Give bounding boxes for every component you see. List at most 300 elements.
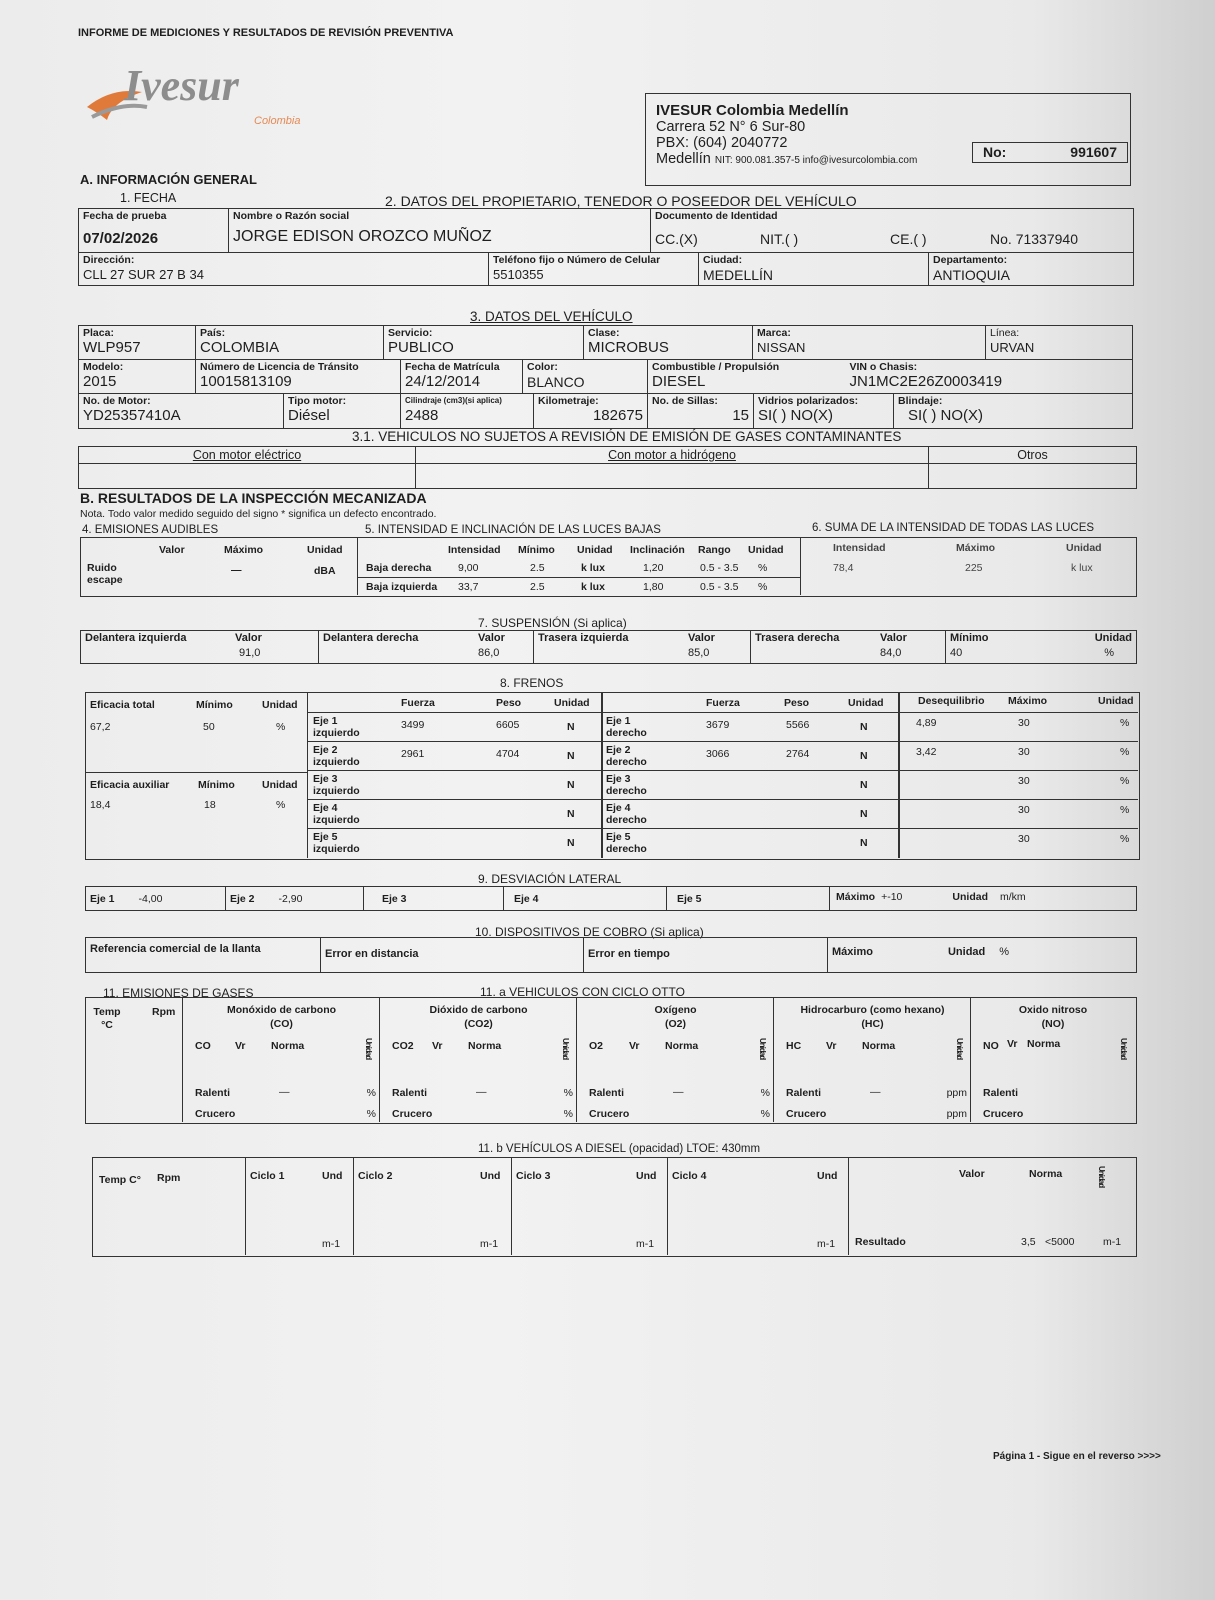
low-beam-lights [358, 538, 801, 595]
crucero-unit: % [366, 1108, 376, 1120]
maximo: 30 [1018, 804, 1030, 816]
gas-title: Oxido nitroso [1018, 1004, 1088, 1016]
color-cell [523, 360, 648, 394]
blindaje-value: SI( ) NO(X) [908, 407, 983, 424]
cilindraje-cell [401, 394, 534, 429]
unidad-izq: N [567, 837, 575, 849]
company-name: IVESUR Colombia Medellín [656, 102, 849, 119]
vehicle-vin-label: VIN o Chasis: [849, 361, 918, 373]
tipo-motor-value: Diésel [288, 407, 330, 424]
gas-title: Monóxido de carbono [226, 1004, 337, 1016]
crucero-unit: % [760, 1108, 770, 1120]
unidad-pct: % [1120, 833, 1130, 845]
ciudad-cell [699, 253, 929, 286]
h-desequilibrio: Desequilibrio [918, 695, 985, 707]
und-label: Und [636, 1170, 657, 1182]
ralenti-label: Ralenti [983, 1087, 1019, 1099]
unidad-der: N [860, 721, 868, 733]
rpm-label: Rpm [157, 1172, 181, 1184]
norma-label: Norma [862, 1040, 896, 1052]
vehicle-table-row2 [78, 359, 1133, 394]
report-number [972, 142, 1128, 163]
crucero-unit: ppm [946, 1108, 967, 1120]
crucero-label: Crucero [589, 1108, 630, 1120]
lateral-table [85, 886, 1137, 911]
owner-tel-label: Teléfono fijo o Número de Celular [493, 254, 661, 266]
cobro-max-unit [828, 938, 1137, 973]
resultado-valor: 3,5 [1021, 1236, 1036, 1248]
note: Nota. Todo valor medido seguido del signo * significa un defecto encontrado. [80, 508, 437, 520]
section-31-title: 3.1. VEHICULOS NO SUJETOS A REVISIÓN DE EMISIÓN DE GASES CONTAMINANTES [352, 429, 902, 444]
vehicle-licencia-label: Número de Licencia de Tránsito [200, 361, 359, 373]
owner-dir-label: Dirección: [83, 254, 135, 266]
light-row-izquierda [358, 579, 801, 595]
section-10-title: 10. DISPOSITIVOS DE COBRO (Si aplica) [475, 925, 704, 939]
lateral-eje-1 [86, 887, 226, 911]
gas-code: NO [983, 1040, 999, 1052]
vehicle-servicio-label: Servicio: [388, 327, 433, 339]
brake-row [308, 829, 1138, 858]
h-unidad: Unidad [262, 779, 298, 791]
desequilibrio: 3,42 [916, 746, 937, 758]
gas-column-hc [774, 998, 971, 1122]
h-maximo: Máximo [956, 542, 996, 554]
h-maximo: Máximo [224, 544, 264, 556]
ralenti-unit: ppm [946, 1087, 967, 1099]
h-valor: Valor [959, 1168, 985, 1180]
eficacia-total-value: 67,2 [90, 721, 111, 733]
light-label: Baja derecha [366, 562, 432, 574]
lateral-eje-3 [364, 887, 504, 911]
unidad-label: Unidad [1119, 1038, 1128, 1060]
brake-header [308, 693, 1138, 713]
h-norma: Norma [1029, 1168, 1063, 1180]
modelo-value: 2015 [83, 373, 117, 390]
direccion-value: CLL 27 SUR 27 B 34 [83, 267, 204, 282]
light-min: 2.5 [530, 581, 545, 593]
resultado-unidad: m-1 [1103, 1236, 1122, 1248]
nombre-value: JORGE EDISON OROZCO MUÑOZ [233, 228, 492, 245]
fecha-value: 07/02/2026 [83, 230, 159, 247]
eje-derecho-label: Eje 5 derecho [606, 831, 647, 855]
maximo: 30 [1018, 833, 1030, 845]
h-fuerza-der: Fuerza [706, 697, 740, 709]
eficacia-total-unit: % [276, 721, 286, 733]
ralenti-label: Ralenti [195, 1087, 231, 1099]
gas-symbol: (CO2) [464, 1018, 493, 1030]
value: 85,0 [688, 647, 710, 659]
light-inclination: 1,80 [643, 581, 664, 593]
fuerza-izq: 3499 [401, 719, 425, 731]
lateral-ejes-4-0: Eje 5 [677, 893, 702, 905]
eje-izquierdo-label: Eje 1 izquierdo [313, 715, 360, 739]
vehicle-clase-label: Clase: [588, 327, 620, 339]
audible-emissions [81, 538, 358, 595]
unidad-izq: N [567, 808, 575, 820]
ciclo-3 [511, 1158, 667, 1255]
h-unidad: Unidad [262, 699, 298, 711]
norma-label: Norma [271, 1040, 305, 1052]
ciclo-2 [353, 1158, 511, 1255]
unidad-izq: N [567, 721, 575, 733]
vehicle-table [78, 325, 1133, 360]
gas-code: O2 [589, 1040, 604, 1052]
owner-nombre-label: Nombre o Razón social [233, 210, 350, 222]
clase-cell [584, 326, 753, 360]
h-eficacia-total: Eficacia total [90, 699, 155, 711]
section-b-title: B. RESULTADOS DE LA INSPECCIÓN MECANIZADA [80, 490, 427, 506]
owner-ciudad-label: Ciudad: [703, 254, 743, 266]
ciclo-unit: m-1 [817, 1238, 836, 1250]
gas-column-no [971, 998, 1135, 1122]
h-fuerza-izq: Fuerza [401, 697, 435, 709]
company-city: Medellín [656, 151, 711, 167]
light-intensity: 33,7 [458, 581, 479, 593]
vr-label: Vr [235, 1040, 246, 1052]
lateral-max-label: Máximo [836, 891, 876, 903]
eje-derecho-label: Eje 3 derecho [606, 773, 647, 797]
sum-unit: k lux [1071, 562, 1093, 574]
brake-row [308, 742, 1138, 771]
gas-symbol: (CO) [270, 1018, 293, 1030]
vr-label: Vr [629, 1040, 640, 1052]
vr-label: Vr [826, 1040, 837, 1052]
temp-label: Temp °C [93, 1006, 121, 1031]
unidad-pct: % [1120, 746, 1130, 758]
linea-value: URVAN [990, 340, 1035, 355]
vehicle-tipo-label: Tipo motor: [288, 395, 347, 407]
ralenti-unit: % [563, 1087, 573, 1099]
vehicle-combustible-label: Combustible / Propulsión [652, 361, 780, 373]
sum-max: 225 [965, 562, 983, 574]
und-label: Und [817, 1170, 838, 1182]
value: 84,0 [880, 647, 902, 659]
motor-cell [79, 394, 284, 429]
section-4-title: 4. EMISIONES AUDIBLES [82, 524, 219, 536]
gas-symbol: (HC) [861, 1018, 884, 1030]
h-unidad: Unidad [1097, 1166, 1106, 1188]
light-label: Baja izquierda [366, 581, 438, 593]
susp-unit: % [1104, 647, 1114, 659]
light-row-derecha [358, 558, 801, 578]
gas-code: CO2 [392, 1040, 414, 1052]
cilindraje-value: 2488 [405, 407, 439, 424]
vidrios-value: SI( ) NO(X) [758, 407, 833, 424]
ralenti-value: — [673, 1086, 684, 1098]
norma-label: Norma [468, 1040, 502, 1052]
referencia-llanta: Referencia comercial de la llanta [86, 938, 321, 973]
col-otros: Otros [929, 447, 1137, 464]
susp-items-0-0: Delantera izquierda [85, 632, 187, 644]
linea-cell [986, 326, 1133, 360]
susp-unit-label: Unidad [1094, 632, 1132, 644]
gas-title: Hidrocarburo (como hexano) [800, 1004, 945, 1016]
vehicle-km-label: Kilometraje: [538, 395, 599, 407]
brake-row [308, 713, 1138, 742]
value: 86,0 [478, 647, 500, 659]
section-3-title: 3. DATOS DEL VEHÍCULO [470, 309, 633, 324]
cobro-unit: % [999, 946, 1010, 958]
clase-value: MICROBUS [588, 339, 669, 356]
vin-cell [846, 360, 1133, 394]
unidad-der: N [860, 779, 868, 791]
company-address: Carrera 52 N° 6 Sur-80 [656, 119, 806, 135]
owner-depto-label: Departamento: [933, 254, 1008, 266]
peso-izq: 6605 [496, 719, 520, 731]
h-unidad: Unidad [1066, 542, 1102, 554]
gas-title: Oxígeno [654, 1004, 697, 1016]
susp-valor: Valor [880, 632, 907, 644]
gas-column-co [183, 998, 380, 1122]
susp-del-der [319, 631, 534, 664]
logo-swoosh-icon [82, 62, 327, 134]
h-peso-der: Peso [784, 697, 810, 709]
fuerza-der: 3066 [706, 748, 730, 760]
ralenti-label: Ralenti [786, 1087, 822, 1099]
gas-columns [183, 998, 1135, 1122]
brake-row [308, 800, 1138, 829]
unidad-izq: N [567, 779, 575, 791]
vehicle-vidrios-label: Vidrios polarizados: [758, 395, 859, 407]
lateral-ejes-1-0: Eje 2 [230, 893, 255, 905]
eje-izquierdo-label: Eje 2 izquierdo [313, 744, 360, 768]
vehicle-cil-label: Cilindraje (cm3)(si aplica) [405, 396, 502, 405]
ciudad-value: MEDELLÍN [703, 267, 774, 283]
ciclo-label: Ciclo 3 [516, 1170, 551, 1182]
eje-izquierdo-label: Eje 3 izquierdo [313, 773, 360, 797]
h-rango: Rango [698, 544, 731, 556]
svg-text:Ivesur: Ivesur [124, 62, 239, 110]
company-nit: NIT: 900.081.357-5 info@ivesurcolombia.com [714, 155, 918, 166]
h-unidad: Unidad [1098, 695, 1134, 707]
lateral-ejes-2-0: Eje 3 [382, 893, 407, 905]
departamento-cell [929, 253, 1134, 286]
vehicle-linea-label: Línea: [990, 327, 1020, 339]
h-unidad-izq: Unidad [554, 697, 590, 709]
no-value: 991607 [1070, 144, 1117, 160]
section-8-title: 8. FRENOS [500, 676, 564, 690]
matricula-cell [401, 360, 523, 394]
otros-value [929, 464, 1137, 489]
resultado-norma: <5000 [1045, 1236, 1075, 1248]
light-range: 0.5 - 3.5 [700, 581, 739, 593]
ralenti-value: — [279, 1086, 290, 1098]
kilometraje-value: 182675 [592, 407, 643, 424]
ciclo-label: Ciclo 1 [250, 1170, 285, 1182]
eje-derecho-label: Eje 1 derecho [606, 715, 647, 739]
unidad-pct: % [1120, 717, 1130, 729]
ralenti-label: Ralenti [392, 1087, 428, 1099]
vehicle-color-label: Color: [527, 361, 558, 373]
h-unidad: Unidad [307, 544, 343, 556]
h-minimo: Mínimo [198, 779, 235, 791]
otto-temp-rpm [86, 998, 183, 1122]
suspension-table [80, 630, 1137, 664]
fuerza-der: 3679 [706, 719, 730, 731]
lateral-max: +-10 [881, 891, 903, 903]
light-min: 2.5 [530, 562, 545, 574]
section-2-title: 2. DATOS DEL PROPIETARIO, TENEDOR O POSEEDOR DEL VEHÍCULO [385, 193, 857, 209]
unidad-der: N [860, 750, 868, 762]
departamento-value: ANTIOQUIA [933, 267, 1011, 283]
ciclo-unit: m-1 [480, 1238, 499, 1250]
light-unit: k lux [581, 581, 605, 593]
nombre-cell [229, 209, 651, 253]
light-range-unit: % [758, 562, 768, 574]
eje-derecho-label: Eje 4 derecho [606, 802, 647, 826]
cobro-unit-label: Unidad [947, 946, 986, 958]
light-intensity: 9,00 [458, 562, 479, 574]
unidad-label: Unidad [758, 1038, 767, 1060]
eficacia-auxiliar-unit: % [276, 799, 286, 811]
gas-code: HC [786, 1040, 802, 1052]
susp-min-label: Mínimo [950, 632, 989, 644]
light-unit: k lux [581, 562, 605, 574]
kilometraje-cell [534, 394, 648, 429]
h-intensidad: Intensidad [448, 544, 501, 556]
crucero-label: Crucero [195, 1108, 236, 1120]
section-1-title: 1. FECHA [120, 191, 177, 205]
col-hidrogeno: Con motor a hidrógeno [416, 447, 929, 464]
pais-cell [196, 326, 384, 360]
fuerza-izq: 2961 [401, 748, 425, 760]
error-distancia: Error en distancia [321, 938, 584, 973]
gas-symbol: (NO) [1041, 1018, 1065, 1030]
eficacia-total [86, 693, 308, 773]
eje-derecho-label: Eje 2 derecho [606, 744, 647, 768]
maximo: 30 [1018, 775, 1030, 787]
eficacia-auxiliar-value: 18,4 [90, 799, 111, 811]
doc-number: No. 71337940 [990, 231, 1078, 247]
ralenti-unit: % [760, 1087, 770, 1099]
und-label: Und [480, 1170, 501, 1182]
lateral-eje-4 [504, 887, 667, 911]
section-11b-title: 11. b VEHÍCULOS A DIESEL (opacidad) LTOE: 430mm [478, 1143, 761, 1155]
combustible-cell [648, 360, 846, 394]
combustible-value: DIESEL [652, 373, 706, 390]
sillas-cell [648, 394, 754, 429]
documento-cell [651, 209, 1134, 253]
maximo: 30 [1018, 717, 1030, 729]
licencia-value: 10015813109 [200, 373, 292, 390]
servicio-cell [384, 326, 584, 360]
susp-min-unit [946, 631, 1137, 664]
vidrios-cell [754, 394, 894, 429]
licencia-cell [196, 360, 401, 394]
ruido-escape-label: Ruido escape [87, 562, 123, 586]
direccion-cell [79, 253, 489, 286]
vehicle-placa-label: Placa: [83, 327, 114, 339]
lateral-unit-label: Unidad [952, 891, 988, 903]
sillas-value: 15 [732, 407, 749, 424]
modelo-cell [79, 360, 196, 394]
lateral-ejes-3-0: Eje 4 [514, 893, 539, 905]
brake-efficiency [86, 693, 308, 858]
ciclo-unit: m-1 [322, 1238, 341, 1250]
cobro-max: Máximo [832, 946, 873, 958]
tipo-motor-cell [284, 394, 401, 429]
lateral-eje-5 [667, 887, 830, 911]
crucero-unit: % [563, 1108, 573, 1120]
vehicle-blindaje-label: Blindaje: [898, 395, 943, 407]
blindaje-cell [894, 394, 1133, 429]
placa-cell [79, 326, 196, 360]
h-peso-izq: Peso [496, 697, 522, 709]
sum-intensity: 78,4 [833, 562, 854, 574]
light-range: 0.5 - 3.5 [700, 562, 739, 574]
company-box [645, 93, 1131, 186]
company-pbx: PBX: (604) 2040772 [656, 135, 788, 151]
lateral-ejes-0-1: -4,00 [138, 893, 163, 905]
marca-value: NISSAN [757, 340, 806, 355]
ciclo-1 [245, 1158, 353, 1255]
vr-label: Vr [432, 1040, 443, 1052]
unidad-label: Unidad [364, 1038, 373, 1060]
vehicle-sillas-label: No. de Sillas: [652, 395, 718, 407]
unidad-der: N [860, 837, 868, 849]
vehicle-modelo-label: Modelo: [83, 361, 124, 373]
section-5-title: 5. INTENSIDAD E INCLINACIÓN DE LAS LUCES BAJAS [365, 524, 661, 536]
lateral-ejes-1-1: -2,90 [278, 893, 303, 905]
vehicle-matricula-label: Fecha de Matrícula [405, 361, 500, 373]
h-minimo: Mínimo [196, 699, 233, 711]
susp-valor: Valor [688, 632, 715, 644]
vin-value: JN1MC2E26Z0003419 [849, 373, 1003, 390]
placa-value: WLP957 [83, 339, 141, 356]
crucero-label: Crucero [392, 1108, 433, 1120]
lateral-max-unit [830, 887, 1137, 911]
crucero-label: Crucero [983, 1108, 1024, 1120]
vehicle-table-row3 [78, 393, 1133, 429]
section-11a-title: 11. a VEHICULOS CON CICLO OTTO [480, 985, 685, 999]
owner-table [78, 208, 1134, 286]
norma-label: Norma [1027, 1038, 1061, 1050]
vehicle-pais-label: País: [200, 327, 226, 339]
value: 91,0 [239, 647, 261, 659]
ciclo-unit: m-1 [636, 1238, 655, 1250]
h-intensidad: Intensidad [833, 542, 886, 554]
h-unidad-der: Unidad [848, 697, 884, 709]
section-9-title: 9. DESVIACIÓN LATERAL [478, 872, 622, 886]
susp-items-2-0: Trasera izquierda [538, 632, 629, 644]
brakes-block [85, 692, 1140, 860]
desequilibrio: 4,89 [916, 717, 937, 729]
unidad-der: N [860, 808, 868, 820]
unidad-pct: % [1120, 775, 1130, 787]
lights-sum [801, 538, 1136, 595]
ciclo-label: Ciclo 4 [672, 1170, 707, 1182]
col-electrico: Con motor eléctrico [79, 447, 416, 464]
h-inclinacion: Inclinación [630, 544, 685, 556]
doc-cc: CC.(X) [655, 231, 698, 247]
susp-valor: Valor [478, 632, 505, 644]
vehicle-marca-label: Marca: [757, 327, 791, 339]
owner-fecha-label: Fecha de prueba [83, 210, 167, 222]
exempt-table [78, 446, 1137, 489]
section-a-title: A. INFORMACIÓN GENERAL [80, 172, 257, 187]
vr-label: Vr [1007, 1038, 1018, 1050]
motor-value: YD25357410A [83, 407, 181, 424]
susp-items-1-0: Delantera derecha [323, 632, 419, 644]
telefono-value: 5510355 [493, 267, 544, 282]
eje-izquierdo-label: Eje 4 izquierdo [313, 802, 360, 826]
brake-row [308, 771, 1138, 800]
section-7-title: 7. SUSPENSIÓN (Si aplica) [478, 616, 627, 630]
diesel-table [92, 1157, 1137, 1257]
susp-min: 40 [950, 647, 963, 659]
unidad-label: Unidad [561, 1038, 570, 1060]
doc-nit: NIT.( ) [760, 231, 799, 247]
